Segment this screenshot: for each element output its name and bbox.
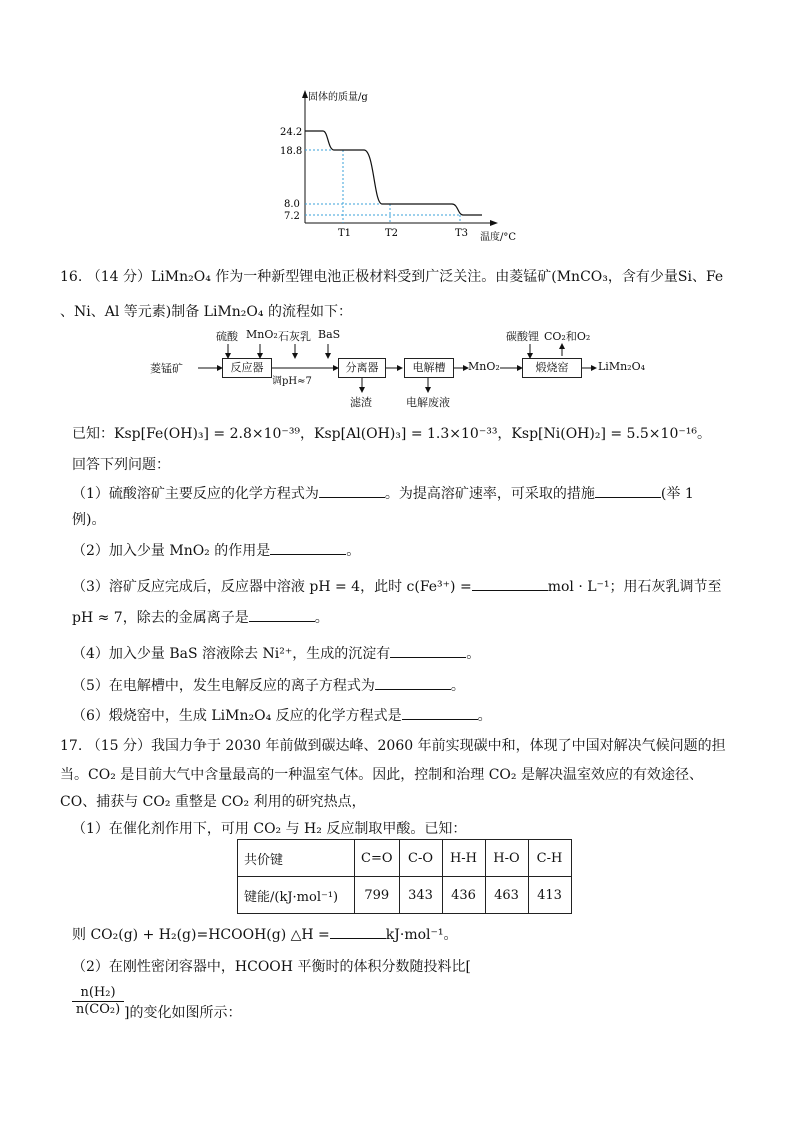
- bond-energy-table: [237, 839, 572, 914]
- q16-p3-text-b: mol · L⁻¹；用石灰乳调节至: [547, 579, 722, 595]
- answer-blank-enthalpy[interactable]: [330, 924, 386, 939]
- q16-p4-text: （4）加入少量 BaS 溶液除去 Ni²⁺，生成的沉淀有: [72, 646, 391, 662]
- mass-temperature-graph: [270, 88, 530, 258]
- q16-header-2: 、Ni、Al 等元素)制备 LiMn₂O₄ 的流程如下：: [60, 304, 352, 320]
- q16-p5-text: （5）在电解槽中，发生电解反应的离子方程式为: [72, 678, 375, 694]
- q17-enthalpy-text: 则 CO₂(g) + H₂(g)=HCOOH(g) △H =: [72, 927, 330, 943]
- flow-kiln-reagent: 碳酸锂: [506, 330, 539, 343]
- table-cell: 463: [485, 877, 528, 914]
- q16-part5: [72, 675, 465, 695]
- x-axis-label: 温度/°C: [480, 232, 517, 243]
- y-tick-18-8: 18.8: [280, 146, 303, 157]
- y-axis-label: 固体的质量/g: [308, 92, 368, 103]
- table-header-energy: 键能/(kJ·mol⁻¹): [238, 877, 355, 914]
- q16-part1-cont: 例)。: [72, 512, 106, 528]
- q16-header: 16. （14 分）LiMn₂O₄ 作为一种新型锂电池正极材料受到广泛关注。由菱锰矿(MnCO₃，含有少量Si、Fe: [60, 269, 724, 285]
- q17-part2-cont: ]的变化如图所示：: [124, 1005, 242, 1021]
- flow-reagent-bas: BaS: [318, 328, 341, 341]
- flow-final-product: LiMn₂O₄: [598, 360, 646, 373]
- flow-reactor-box: 反应器: [222, 358, 272, 378]
- q17-enthalpy-unit: kJ·mol⁻¹。: [385, 927, 458, 943]
- q17-line-2: 当。CO₂ 是目前大气中含量最高的一种温室气体。因此，控制和治理 CO₂ 是解决温室效应的有效途径、: [60, 767, 703, 783]
- q16-p5-end: 。: [450, 678, 465, 694]
- answer-blank-3b[interactable]: [249, 607, 315, 622]
- x-tick-t1: T1: [338, 228, 352, 239]
- flow-reagent-mno2: MnO₂: [246, 328, 278, 341]
- table-cell: H-H: [442, 840, 485, 877]
- process-flowchart: [150, 326, 650, 411]
- flow-mno2-product: MnO₂: [468, 360, 500, 373]
- flow-separator-box: 分离器: [338, 358, 386, 378]
- q17-line-1: 17. （15 分）我国力争于 2030 年前做到碳达峰、2060 年前实现碳中和，体现了中国对解决气候问题的担: [60, 738, 726, 754]
- flow-cell-box: 电解槽: [404, 358, 454, 378]
- answer-blank-1b[interactable]: [595, 483, 661, 498]
- fraction-denominator: n(CO₂): [75, 1002, 121, 1017]
- q16-p1-text-c: (举 1: [660, 486, 694, 502]
- q16-part6: [72, 705, 492, 725]
- x-axis-arrow: [490, 220, 498, 226]
- q16-p2-end: 。: [346, 543, 361, 559]
- q17-part1-intro: （1）在催化剂作用下，可用 CO₂ 与 H₂ 反应制取甲酸。已知：: [72, 821, 467, 837]
- y-tick-8-0: 8.0: [284, 199, 300, 210]
- q16-p3-text: （3）溶矿反应完成后，反应器中溶液 pH = 4，此时 c(Fe³⁺) =: [72, 579, 472, 595]
- table-cell: 343: [399, 877, 442, 914]
- table-cell: 413: [528, 877, 571, 914]
- answer-blank-2[interactable]: [270, 540, 346, 555]
- table-cell: C=O: [355, 840, 400, 877]
- flow-input-ore: 菱锰矿: [150, 362, 183, 375]
- q17-part2-intro: （2）在刚性密闭容器中，HCOOH 平衡时的体积分数随投料比[: [72, 959, 471, 975]
- feed-ratio-fraction: [72, 985, 124, 1017]
- table-cell: C-O: [399, 840, 442, 877]
- table-cell: C-H: [528, 840, 571, 877]
- y-tick-24-2: 24.2: [280, 127, 303, 138]
- answer-blank-1a[interactable]: [319, 483, 385, 498]
- flow-reagent-acid: 硫酸: [216, 330, 238, 343]
- q16-part1: [72, 483, 694, 503]
- q16-part2: [72, 540, 360, 560]
- fraction-numerator: n(H₂): [72, 985, 124, 1002]
- answer-blank-4[interactable]: [390, 643, 466, 658]
- flow-waste: 电解废液: [406, 396, 450, 409]
- q16-p2-text: （2）加入少量 MnO₂ 的作用是: [72, 543, 271, 559]
- q16-part4: [72, 643, 480, 663]
- table-cell: 436: [442, 877, 485, 914]
- table-cell: H-O: [485, 840, 528, 877]
- mass-curve: [305, 131, 482, 215]
- table-cell: 799: [355, 877, 400, 914]
- flow-ph-note: 调pH≈7: [272, 376, 312, 387]
- y-tick-7-2: 7.2: [284, 211, 300, 222]
- q16-p3-text-c: pH ≈ 7，除去的金属离子是: [72, 610, 249, 626]
- q16-p6-end: 。: [477, 708, 492, 724]
- table-row: [238, 877, 572, 914]
- answer-blank-3a[interactable]: [472, 576, 548, 591]
- flow-kiln-gases: CO₂和O₂: [544, 330, 591, 343]
- flow-kiln-box: 煅烧窑: [522, 358, 582, 378]
- q16-p1-text: （1）硫酸溶矿主要反应的化学方程式为: [72, 486, 319, 502]
- q16-known: 已知：Ksp[Fe(OH)₃] = 2.8×10⁻³⁹，Ksp[Al(OH)₃] = 1.3×10⁻³³，Ksp[Ni(OH)₂] = 5.5×10⁻¹⁶。: [72, 426, 711, 442]
- x-tick-t3: T3: [455, 228, 469, 239]
- table-row: [238, 840, 572, 877]
- q16-prompt: 回答下列问题：: [72, 457, 170, 473]
- q16-part3-cont: [72, 607, 329, 627]
- answer-blank-5[interactable]: [375, 675, 451, 690]
- q16-p1-text-b: 。为提高溶矿速率，可采取的措施: [384, 486, 595, 502]
- q16-p4-end: 。: [466, 646, 481, 662]
- q16-p6-text: （6）煅烧窑中，生成 LiMn₂O₄ 反应的化学方程式是: [72, 708, 402, 724]
- q16-part3: [72, 576, 722, 596]
- answer-blank-6[interactable]: [402, 705, 478, 720]
- x-tick-t2: T2: [385, 228, 399, 239]
- q17-line-3: CO、捕获与 CO₂ 重整是 CO₂ 利用的研究热点，: [60, 794, 366, 810]
- table-header-bond: 共价键: [238, 840, 355, 877]
- q16-p3-end: 。: [314, 610, 329, 626]
- q17-enthalpy-line: [72, 924, 458, 944]
- flow-reagent-lime: 石灰乳: [278, 330, 311, 343]
- flow-residue: 滤渣: [350, 396, 372, 409]
